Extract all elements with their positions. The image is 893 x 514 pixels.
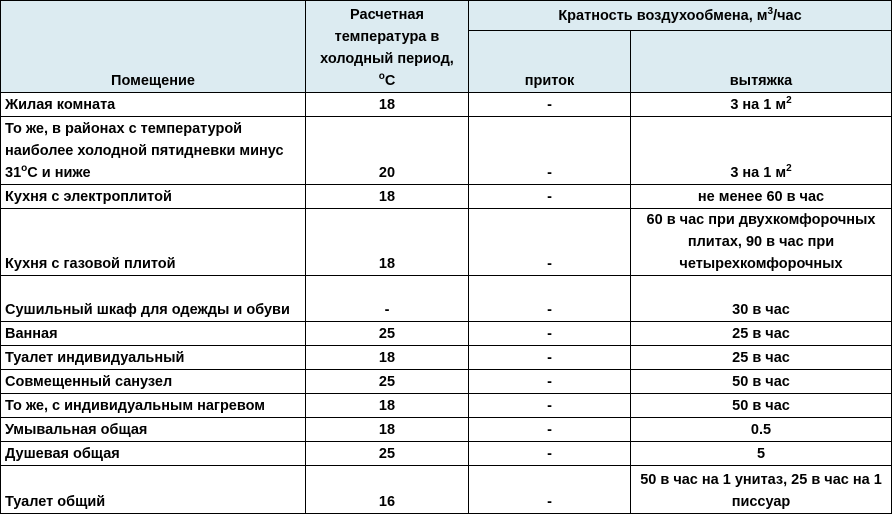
exhaust-cell: 50 в час [631,394,892,418]
exhaust-cell: 5 [631,442,892,466]
table-row [1,370,892,394]
header-air-exchange-rate: Кратность воздухообмена, $м^3$/час [469,1,892,31]
room-cell: Ванная [1,322,306,346]
temperature-cell: 16 [306,466,469,514]
table-row [1,93,892,117]
supply-cell: - [469,322,631,346]
table-row [1,276,892,322]
room-cell: Туалет общий [1,466,306,514]
supply-cell: - [469,394,631,418]
table-row [1,209,892,276]
temperature-cell: 25 [306,442,469,466]
temperature-cell: 25 [306,370,469,394]
table-row [1,322,892,346]
temperature-cell: 20 [306,117,469,185]
supply-cell: - [469,370,631,394]
header-room: Помещение [1,1,306,93]
supply-cell: - [469,209,631,276]
table-row [1,185,892,209]
supply-cell: - [469,346,631,370]
temperature-cell: 18 [306,346,469,370]
supply-cell: - [469,185,631,209]
room-cell: Сушильный шкаф для одежды и обуви [1,276,306,322]
exhaust-cell: 60 в час при двухкомфорочных плитах, 90 в час при четырехкомфорочных [631,209,892,276]
exhaust-cell: 30 в час [631,276,892,322]
header-exhaust: вытяжка [631,31,892,93]
supply-cell: - [469,418,631,442]
exhaust-cell: 50 в час на 1 унитаз, 25 в час на 1 писсуар [631,466,892,514]
header-temperature: Расчетная температура в холодный период, $^о$С [306,1,469,93]
supply-cell: - [469,276,631,322]
temperature-cell: 18 [306,418,469,442]
room-cell: То же, в районах с температурой наиболее холодной пятидневки минус $31^оС$ и ниже [1,117,306,185]
temperature-cell: - [306,276,469,322]
exhaust-cell: 0.5 [631,418,892,442]
table-row [1,394,892,418]
exhaust-cell: 50 в час [631,370,892,394]
supply-cell: - [469,93,631,117]
table-row [1,346,892,370]
temperature-cell: 25 [306,322,469,346]
temperature-cell: 18 [306,93,469,117]
room-cell: Жилая комната [1,93,306,117]
exhaust-cell: 25 в час [631,346,892,370]
temperature-cell: 18 [306,185,469,209]
room-cell: Душевая общая [1,442,306,466]
room-cell: Умывальная общая [1,418,306,442]
table-row [1,466,892,514]
table-row [1,117,892,185]
table-row [1,442,892,466]
header-supply: приток [469,31,631,93]
temperature-cell: 18 [306,209,469,276]
room-cell: Совмещенный санузел [1,370,306,394]
exhaust-cell: 3 на 1 $м^2$ [631,117,892,185]
exhaust-cell: 25 в час [631,322,892,346]
room-cell: Туалет индивидуальный [1,346,306,370]
supply-cell: - [469,466,631,514]
table-row [1,418,892,442]
exhaust-cell: 3 на 1 $м^2$ [631,93,892,117]
supply-cell: - [469,442,631,466]
room-cell: То же, с индивидуальным нагревом [1,394,306,418]
exhaust-cell: не менее 60 в час [631,185,892,209]
room-cell: Кухня с газовой плитой [1,209,306,276]
temperature-cell: 18 [306,394,469,418]
room-cell: Кухня с электроплитой [1,185,306,209]
supply-cell: - [469,117,631,185]
